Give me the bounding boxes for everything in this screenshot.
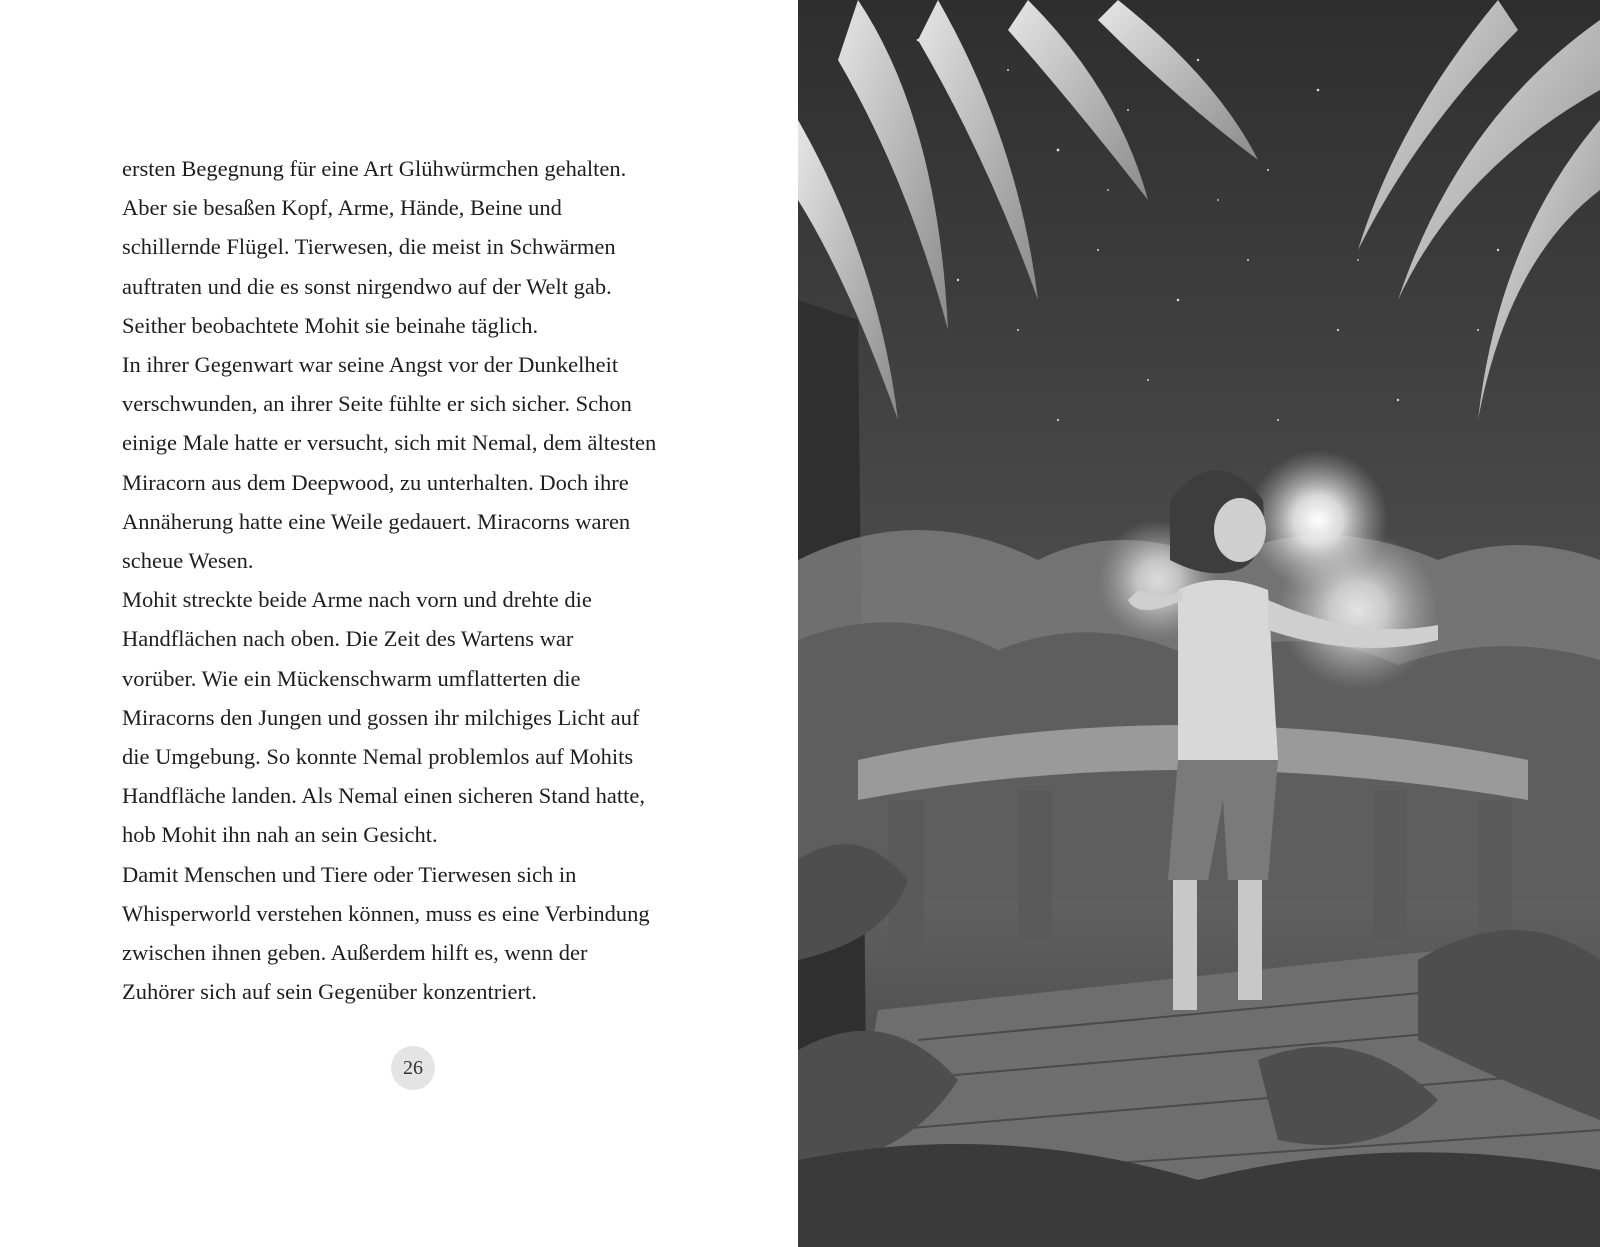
text-line: hob Mohit ihn nah an sein Gesicht. bbox=[122, 822, 438, 848]
page-text bbox=[122, 149, 722, 1011]
page-number: 26 bbox=[391, 1046, 435, 1090]
text-line: In ihrer Gegenwart war seine Angst vor der Dunkelheit bbox=[122, 352, 619, 378]
leg bbox=[1173, 880, 1197, 1010]
text-line: Miracorns den Jungen und gossen ihr milchiges Licht auf bbox=[122, 704, 640, 730]
miracorn-glow bbox=[1278, 530, 1438, 690]
railing-post bbox=[1373, 790, 1407, 940]
text-line: vorüber. Wie ein Mückenschwarm umflatterten die bbox=[122, 665, 581, 691]
text-line: Seither beobachtete Mohit sie beinahe täglich. bbox=[122, 312, 539, 338]
text-line: schillernde Flügel. Tierwesen, die meist in Schwärmen bbox=[122, 234, 616, 260]
text-line: Whisperworld verstehen können, muss es eine Verbindung bbox=[122, 900, 650, 926]
text-line: verschwunden, an ihrer Seite fühlte er sich sicher. Schon bbox=[122, 391, 632, 417]
text-line: Handfläche landen. Als Nemal einen sicheren Stand hatte, bbox=[122, 783, 645, 809]
text-line: die Umgebung. So konnte Nemal problemlos auf Mohits bbox=[122, 744, 634, 770]
text-line: zwischen ihnen geben. Außerdem hilft es, wenn der bbox=[122, 940, 588, 966]
text-line: Aber sie besaßen Kopf, Arme, Hände, Beine und bbox=[122, 195, 562, 221]
leg bbox=[1238, 880, 1262, 1000]
text-line: Mohit streckte beide Arme nach vorn und drehte die bbox=[122, 587, 592, 613]
text-line: scheue Wesen. bbox=[122, 548, 254, 574]
text-line: Handflächen nach oben. Die Zeit des Wartens war bbox=[122, 626, 574, 652]
text-line: Annäherung hatte eine Weile gedauert. Miracorns waren bbox=[122, 508, 631, 534]
text-line: Miracorn aus dem Deepwood, zu unterhalten. Doch ihre bbox=[122, 469, 629, 495]
face bbox=[1214, 498, 1266, 562]
text-line: ersten Begegnung für eine Art Glühwürmchen gehalten. bbox=[122, 156, 627, 181]
text-line: einige Male hatte er versucht, sich mit Nemal, dem ältesten bbox=[122, 430, 657, 456]
shirt bbox=[1178, 580, 1278, 760]
left-page bbox=[0, 0, 798, 1247]
text-line: auftraten und die es sonst nirgendwo auf der Welt gab. bbox=[122, 273, 612, 299]
railing-post bbox=[1018, 790, 1052, 940]
text-line: Zuhörer sich auf sein Gegenüber konzentriert. bbox=[122, 979, 537, 1005]
forest-night-illustration bbox=[798, 0, 1600, 1247]
illustration-page bbox=[798, 0, 1600, 1247]
text-line: Damit Menschen und Tiere oder Tierwesen sich in bbox=[122, 861, 577, 887]
